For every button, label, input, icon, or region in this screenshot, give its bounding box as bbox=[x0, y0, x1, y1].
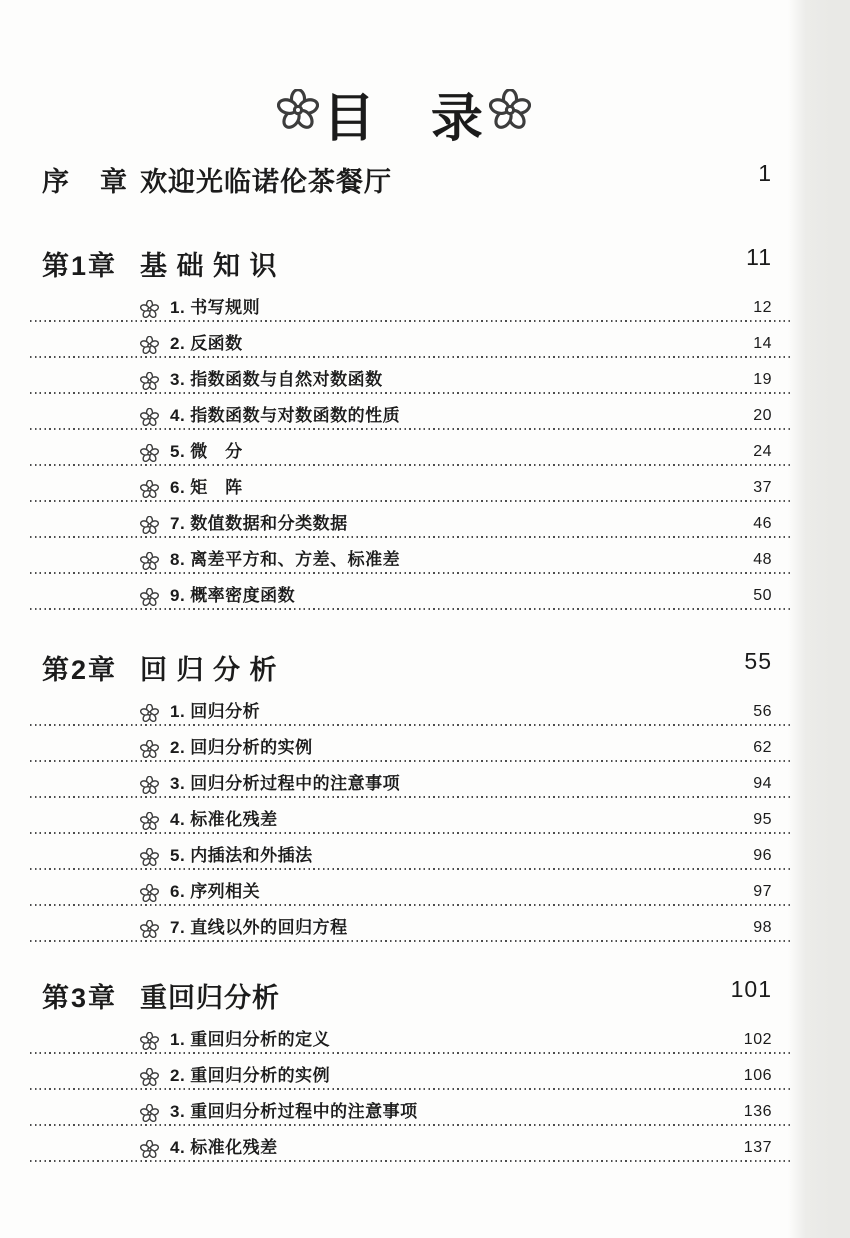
toc-entry-title-text: 反函数 bbox=[190, 334, 243, 353]
toc-entry bbox=[30, 394, 792, 430]
florette-icon bbox=[140, 884, 159, 903]
toc-entry-page-number: 137 bbox=[743, 1139, 772, 1156]
toc-entry-page-number: 20 bbox=[753, 407, 772, 424]
toc-chapter-row bbox=[30, 160, 792, 196]
florette-icon bbox=[140, 444, 159, 463]
toc-entry-title-text: 概率密度函数 bbox=[190, 586, 296, 605]
toc-entry-number: 2. bbox=[170, 738, 186, 757]
toc-entry-number: 9. bbox=[170, 586, 186, 605]
florette-icon bbox=[140, 740, 159, 759]
toc-entry-title bbox=[170, 1103, 418, 1122]
chapter-title: 重回归分析 bbox=[140, 983, 280, 1013]
toc-entry-number: 1. bbox=[170, 702, 186, 721]
toc-entry-page-number: 106 bbox=[743, 1067, 772, 1084]
toc-entry-title bbox=[170, 775, 400, 794]
toc-entry-title-text: 标准化残差 bbox=[190, 810, 278, 829]
toc-chapter-row bbox=[30, 976, 792, 1012]
toc-entry-page-number: 37 bbox=[753, 479, 772, 496]
toc-entry-title bbox=[170, 299, 260, 318]
scan-edge-shading bbox=[788, 0, 850, 1238]
toc-entry-title bbox=[170, 919, 348, 938]
toc-entry-page-number: 62 bbox=[753, 739, 772, 756]
toc-entry bbox=[30, 466, 792, 502]
toc-entry-title bbox=[170, 1067, 330, 1086]
toc-entry-number: 6. bbox=[170, 882, 186, 901]
florette-icon bbox=[140, 920, 159, 939]
toc-entry-title bbox=[170, 703, 260, 722]
chapter-label: 第1章 bbox=[42, 251, 118, 281]
toc-entry-title bbox=[170, 739, 313, 758]
toc-entry-title bbox=[170, 883, 260, 902]
florette-icon bbox=[140, 408, 159, 427]
toc-entry bbox=[30, 502, 792, 538]
toc-entry bbox=[30, 834, 792, 870]
toc-entry-number: 4. bbox=[170, 406, 186, 425]
toc-entry-number: 3. bbox=[170, 370, 186, 389]
toc-chapter-row bbox=[30, 648, 792, 684]
toc-entry-title-text: 回归分析的实例 bbox=[190, 738, 313, 757]
toc-entry-title-text: 指数函数与对数函数的性质 bbox=[190, 406, 401, 425]
toc-entry-number: 6. bbox=[170, 478, 186, 497]
toc-entry-number: 1. bbox=[170, 298, 186, 317]
toc-entry-title-text: 回归分析过程中的注意事项 bbox=[190, 774, 401, 793]
toc-entry-title-text: 直线以外的回归方程 bbox=[190, 918, 348, 937]
toc-entry bbox=[30, 1018, 792, 1054]
toc-entry-page-number: 136 bbox=[743, 1103, 772, 1120]
toc-entry-page-number: 96 bbox=[753, 847, 772, 864]
toc-entry-title-text: 矩 阵 bbox=[190, 478, 243, 497]
toc-entry-number: 4. bbox=[170, 810, 186, 829]
toc-entry bbox=[30, 286, 792, 322]
toc-entry-title-text: 内插法和外插法 bbox=[190, 846, 313, 865]
chapter-sections bbox=[30, 286, 792, 610]
dotted-leader bbox=[30, 940, 792, 942]
chapter-title: 基 础 知 识 bbox=[140, 251, 278, 281]
toc-entry-page-number: 12 bbox=[753, 299, 772, 316]
toc-entry-page-number: 19 bbox=[753, 371, 772, 388]
toc-entry-title-text: 书写规则 bbox=[190, 298, 261, 317]
chapter-page-number: 11 bbox=[746, 244, 772, 270]
chapter-label: 第3章 bbox=[42, 983, 118, 1013]
florette-icon bbox=[140, 516, 159, 535]
toc-entry bbox=[30, 762, 792, 798]
toc-entry-number: 5. bbox=[170, 442, 186, 461]
florette-icon bbox=[140, 848, 159, 867]
toc-entry bbox=[30, 358, 792, 394]
dotted-leader bbox=[30, 1160, 792, 1162]
toc-entry-number: 2. bbox=[170, 334, 186, 353]
florette-icon bbox=[140, 1104, 159, 1123]
toc-entry bbox=[30, 538, 792, 574]
toc-entry-title-text: 重回归分析的定义 bbox=[190, 1030, 331, 1049]
toc-entry-title-text: 微 分 bbox=[190, 442, 243, 461]
toc-entry bbox=[30, 574, 792, 610]
toc-entry-page-number: 24 bbox=[753, 443, 772, 460]
chapter-sections bbox=[30, 690, 792, 942]
florette-icon bbox=[140, 372, 159, 391]
toc-entry-title bbox=[170, 371, 383, 390]
toc-entry bbox=[30, 726, 792, 762]
toc-entry-number: 8. bbox=[170, 550, 186, 569]
toc-entry bbox=[30, 1126, 792, 1162]
toc-entry-title-text: 指数函数与自然对数函数 bbox=[190, 370, 383, 389]
toc-entry-number: 3. bbox=[170, 1102, 186, 1121]
toc-entry bbox=[30, 906, 792, 942]
toc-entry-title bbox=[170, 515, 348, 534]
chapter-label: 序 章 bbox=[42, 167, 129, 197]
chapter-page-number: 101 bbox=[730, 976, 772, 1002]
florette-icon bbox=[140, 552, 159, 571]
chapter-page-number: 1 bbox=[758, 160, 772, 186]
florette-icon bbox=[140, 300, 159, 319]
florette-icon bbox=[140, 336, 159, 355]
toc-entry-title-text: 离差平方和、方差、标准差 bbox=[190, 550, 401, 569]
toc-entry-page-number: 102 bbox=[743, 1031, 772, 1048]
chapter-title: 欢迎光临诺伦茶餐厅 bbox=[140, 167, 392, 197]
toc-entry-title bbox=[170, 407, 400, 426]
toc-entry-page-number: 14 bbox=[753, 335, 772, 352]
toc-entry-title bbox=[170, 479, 243, 498]
toc-entry-page-number: 95 bbox=[753, 811, 772, 828]
toc-entry-number: 7. bbox=[170, 918, 186, 937]
florette-icon bbox=[140, 1140, 159, 1159]
toc-entry-title bbox=[170, 811, 278, 830]
toc-entry bbox=[30, 1054, 792, 1090]
toc-entry bbox=[30, 1090, 792, 1126]
toc-entry-title bbox=[170, 1139, 278, 1158]
toc-entry-title bbox=[170, 551, 400, 570]
toc-entry-title-text: 重回归分析的实例 bbox=[190, 1066, 331, 1085]
toc-entry-page-number: 56 bbox=[753, 703, 772, 720]
toc-entry-title-text: 数值数据和分类数据 bbox=[190, 514, 348, 533]
toc-entry-number: 2. bbox=[170, 1066, 186, 1085]
toc-entry-title-text: 重回归分析过程中的注意事项 bbox=[190, 1102, 418, 1121]
chapter-label: 第2章 bbox=[42, 655, 118, 685]
page-title bbox=[0, 58, 790, 169]
toc-entry-page-number: 48 bbox=[753, 551, 772, 568]
toc-entry-title-text: 标准化残差 bbox=[190, 1138, 278, 1157]
florette-icon bbox=[140, 776, 159, 795]
florette-icon bbox=[140, 1032, 159, 1051]
florette-icon bbox=[489, 89, 531, 131]
toc-entry-title bbox=[170, 847, 313, 866]
toc-entry-title bbox=[170, 335, 243, 354]
toc-entry-page-number: 46 bbox=[753, 515, 772, 532]
page-title-text: 目 录 bbox=[322, 90, 485, 148]
florette-icon bbox=[277, 89, 319, 131]
chapter-title: 回 归 分 析 bbox=[140, 655, 278, 685]
toc-entry-number: 4. bbox=[170, 1138, 186, 1157]
toc-entry-title bbox=[170, 1031, 330, 1050]
toc-entry-page-number: 98 bbox=[753, 919, 772, 936]
toc-entry-title-text: 序列相关 bbox=[190, 882, 261, 901]
toc-entry-title bbox=[170, 587, 295, 606]
toc-entry-title-text: 回归分析 bbox=[190, 702, 261, 721]
florette-icon bbox=[140, 704, 159, 723]
florette-icon bbox=[140, 480, 159, 499]
toc-entry bbox=[30, 870, 792, 906]
toc-entry-page-number: 50 bbox=[753, 587, 772, 604]
toc-entry-number: 1. bbox=[170, 1030, 186, 1049]
toc-entry-number: 5. bbox=[170, 846, 186, 865]
toc-entry bbox=[30, 798, 792, 834]
toc-entry-title bbox=[170, 443, 243, 462]
florette-icon bbox=[140, 812, 159, 831]
toc-entry bbox=[30, 690, 792, 726]
table-of-contents bbox=[30, 160, 792, 1162]
toc-entry-page-number: 94 bbox=[753, 775, 772, 792]
toc-entry-number: 3. bbox=[170, 774, 186, 793]
chapter-page-number: 55 bbox=[744, 648, 772, 674]
dotted-leader bbox=[30, 608, 792, 610]
toc-chapter-row bbox=[30, 244, 792, 280]
toc-entry-page-number: 97 bbox=[753, 883, 772, 900]
toc-entry-number: 7. bbox=[170, 514, 186, 533]
florette-icon bbox=[140, 588, 159, 607]
toc-entry bbox=[30, 322, 792, 358]
florette-icon bbox=[140, 1068, 159, 1087]
toc-entry bbox=[30, 430, 792, 466]
chapter-sections bbox=[30, 1018, 792, 1162]
